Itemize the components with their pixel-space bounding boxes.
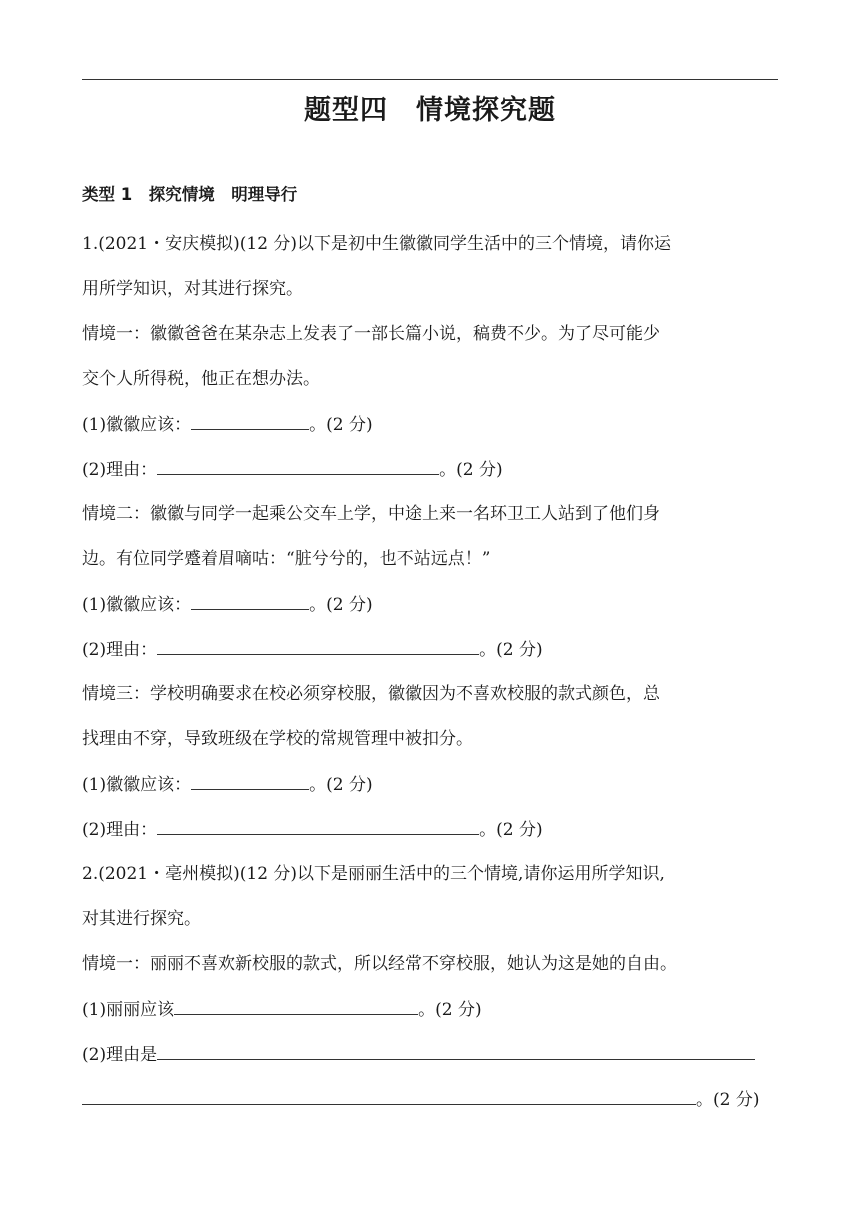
q1-stem-line1: 1.(2021・安庆模拟)(12 分)以下是初中生徽徽同学生活中的三个情境，请你运	[82, 234, 672, 254]
q1-scenario1-answer1: (1)徽徽应该： 。(2 分)	[82, 412, 373, 437]
answer-blank[interactable]	[174, 997, 418, 1015]
answer-blank[interactable]	[191, 772, 309, 790]
q2-scenario1-line1: 情境一：丽丽不喜欢新校服的款式，所以经常不穿校服，她认为这是她的自由。	[82, 954, 677, 974]
page-title: 题型四 情境探究题	[304, 95, 556, 126]
q1-scenario1-line2: 交个人所得税，他正在想办法。	[82, 369, 320, 389]
q1-scenario2-answer2: (2)理由： 。(2 分)	[82, 637, 543, 662]
q1-scenario3-line2: 找理由不穿，导致班级在学校的常规管理中被扣分。	[82, 729, 473, 749]
q2-scenario1-answer1: (1)丽丽应该 。(2 分)	[82, 997, 482, 1022]
q1-scenario1-line1: 情境一：徽徽爸爸在某杂志上发表了一部长篇小说，稿费不少。为了尽可能少	[82, 324, 660, 344]
answer-blank[interactable]	[157, 457, 439, 475]
q1-stem-line2: 用所学知识，对其进行探究。	[82, 279, 303, 299]
answer-blank[interactable]	[191, 592, 309, 610]
answer-blank[interactable]	[157, 637, 479, 655]
q1-scenario3-line1: 情境三：学校明确要求在校必须穿校服，徽徽因为不喜欢校服的款式颜色，总	[82, 684, 660, 704]
q2-stem-line2: 对其进行探究。	[82, 909, 201, 929]
top-rule	[82, 79, 778, 80]
q2-scenario1-answer2: (2)理由是	[82, 1042, 755, 1067]
q1-scenario1-answer2: (2)理由： 。(2 分)	[82, 457, 503, 482]
answer-blank[interactable]	[157, 817, 479, 835]
answer-blank[interactable]	[82, 1087, 696, 1105]
answer-blank[interactable]	[157, 1042, 755, 1060]
answer-blank[interactable]	[191, 412, 309, 430]
section-heading: 类型 1 探究情境 明理导行	[82, 185, 298, 204]
q2-stem-line1: 2.(2021・亳州模拟)(12 分)以下是丽丽生活中的三个情境,请你运用所学知识,	[82, 864, 665, 884]
q1-scenario3-answer2: (2)理由： 。(2 分)	[82, 817, 543, 842]
q1-scenario2-line1: 情境二：徽徽与同学一起乘公交车上学，中途上来一名环卫工人站到了他们身	[82, 504, 660, 524]
q1-scenario2-answer1: (1)徽徽应该： 。(2 分)	[82, 592, 373, 617]
q2-scenario1-answer2-cont: 。(2 分)	[82, 1087, 759, 1112]
q1-scenario2-line2: 边。有位同学蹙着眉嘀咕：“脏兮兮的，也不站远点！”	[82, 549, 491, 569]
q1-scenario3-answer1: (1)徽徽应该： 。(2 分)	[82, 772, 373, 797]
